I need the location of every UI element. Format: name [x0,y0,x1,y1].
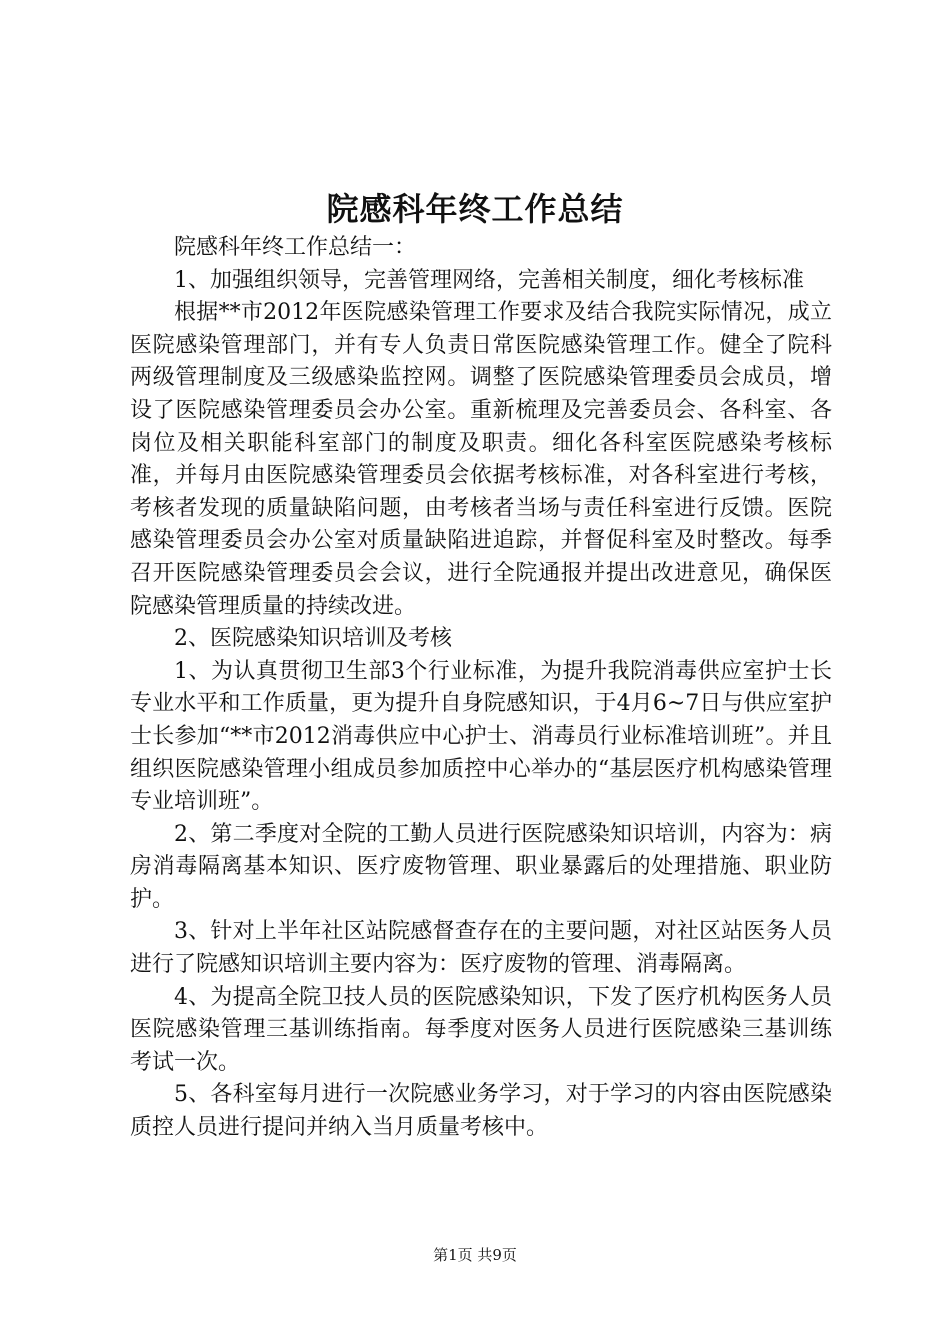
paragraph-training-3: 3、针对上半年社区站院感督查存在的主要问题，对社区站医务人员进行了院感知识培训主要内容为：医疗废物的管理、消毒隔离。 [130,919,832,978]
paragraph-training-5: 5、各科室每月进行一次院感业务学习，对于学习的内容由医院感染质控人员进行提问并纳入当月质量考核中。 [130,1082,832,1141]
section-heading-1: 院感科年终工作总结一： [174,235,417,260]
paragraph-training-4: 4、为提高全院卫技人员的医院感染知识，下发了医疗机构医务人员医院感染管理三基训练指南。每季度对医务人员进行医院感染三基训练考试一次。 [130,984,832,1075]
document-title: 院感科年终工作总结 [326,190,624,228]
subsection-heading-organization: 1、加强组织领导，完善管理网络，完善相关制度，细化考核标准 [174,267,804,293]
document-body [130,232,832,1145]
paragraph-training-2: 2、第二季度对全院的工勤人员进行医院感染知识培训，内容为：病房消毒隔离基本知识、医疗废物管理、职业暴露后的处理措施、职业防护。 [130,821,832,912]
paragraph-organization: 根据**市2012年医院感染管理工作要求及结合我院实际情况，成立医院感染管理部门，并有专人负责日常医院感染管理工作。健全了院科两级管理制度及三级感染监控网。调整了医院感染管理委员会成员，增设了医院感染管理委员会办公室。重新梳理及完善委员会、各科室、各岗位及相关职能科室部门的制度及职责。细化各科室医院感染考核标准，并每月由医院感染管理委员会依据考核标准，对各科室进行考核，考核者发现的质量缺陷问题，由考核者当场与责任科室进行反馈。医院感染管理委员会办公室对质量缺陷进追踪，并督促科室及时整改。每季召开医院感染管理委员会会议，进行全院通报并提出改进意见，确保医院感染管理质量的持续改进。 [130,300,832,619]
page-number-footer: 第1页 共9页 [433,1246,517,1264]
subsection-heading-training: 2、医院感染知识培训及考核 [174,626,452,652]
paragraph-training-1: 1、为认真贯彻卫生部3个行业标准，为提升我院消毒供应室护士长专业水平和工作质量，更为提升自身院感知识，于4月6~7日与供应室护士长参加“**市2012消毒供应中心护士、消毒员行业标准培训班”。并且组织医院感染管理小组成员参加质控中心举办的“基层医疗机构感染管理专业培训班”。 [130,658,832,815]
